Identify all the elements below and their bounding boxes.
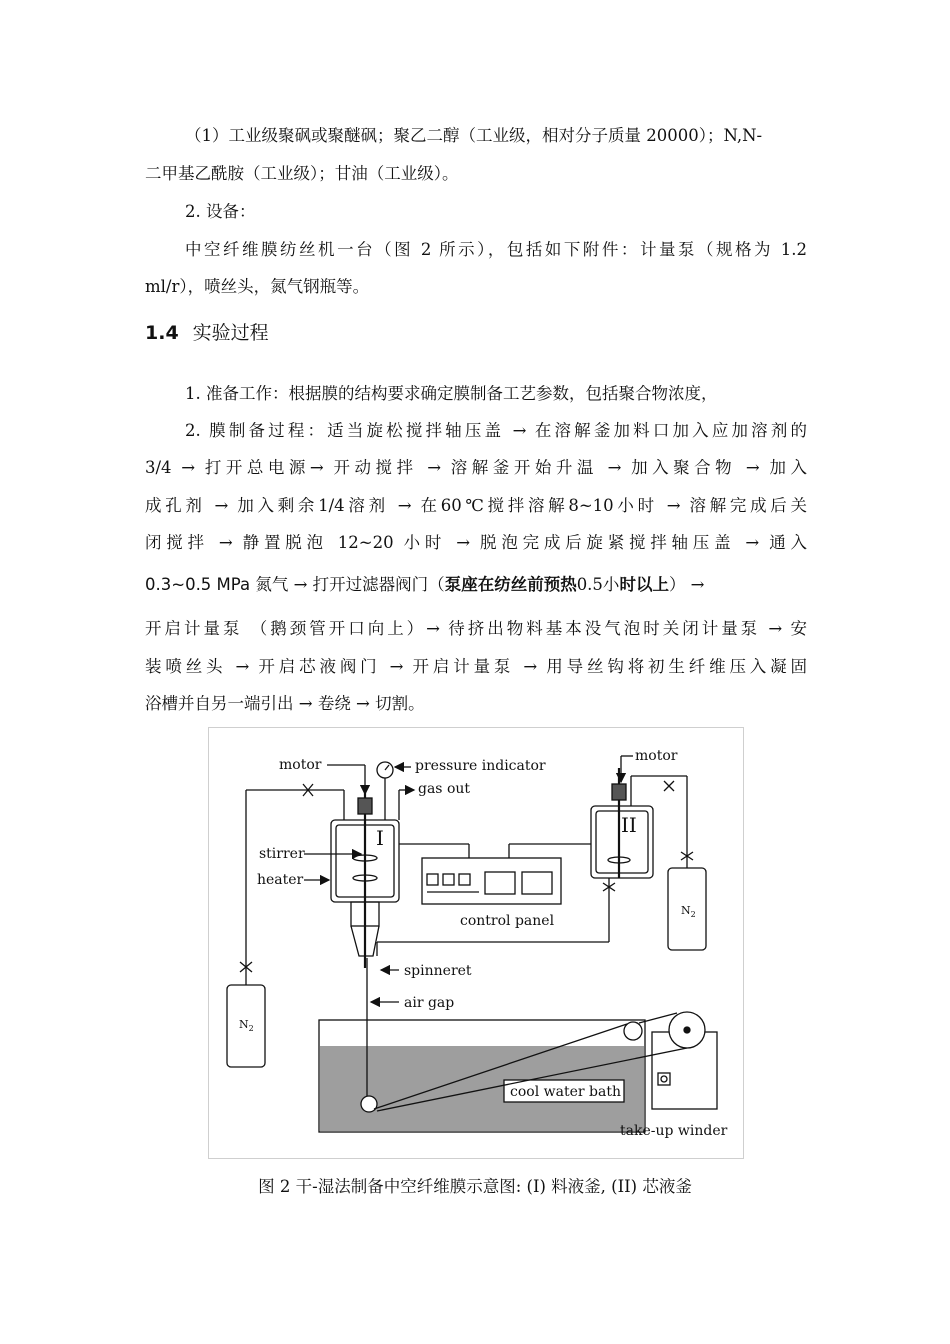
- step-2-line-6: 开启计量泵 （鹅颈管开口向上）→ 待挤出物料基本没气泡时关闭计量泵 → 安: [145, 619, 807, 638]
- step-2-line-7: 装喷丝头 → 开启芯液阀门 → 开启计量泵 → 用导丝钩将初生纤维压入凝固: [145, 657, 807, 676]
- step-1: 1. 准备工作：根据膜的结构要求确定膜制备工艺参数，包括聚合物浓度，: [185, 384, 718, 403]
- equipment-title: 2. 设备：: [185, 202, 256, 221]
- label-heater: heater: [257, 872, 304, 888]
- motor-left: [358, 798, 372, 814]
- equipment-line-1: 中空纤维膜纺丝机一台（图 2 所示），包括如下附件：计量泵（规格为 1.2: [185, 240, 807, 259]
- label-take-up-winder: take-up winder: [620, 1123, 728, 1139]
- figure-caption: 图 2 干-湿法制备中空纤维膜示意图: (I) 料液釜, (II) 芯液釜: [258, 1177, 692, 1196]
- step-2-line-1: 2. 膜制备过程：适当旋松搅拌轴压盖 → 在溶解釜加料口加入应加溶剂的: [185, 421, 807, 440]
- label-stirrer: stirrer: [259, 846, 305, 862]
- step-2-line-5-end: ） →: [668, 575, 705, 594]
- step-2-line-8: 浴槽并自另一端引出 → 卷绕 → 切割。: [145, 694, 425, 713]
- spinning-apparatus-figure: [208, 727, 744, 1159]
- label-tank-i: I: [376, 826, 384, 850]
- section-number: 1.4: [145, 322, 179, 344]
- nitrogen-pressure: 0.3~0.5 MPa 氮气: [145, 575, 289, 594]
- label-motor-left: motor: [279, 757, 322, 773]
- step-2-line-3: 成孔剂 → 加入剩余1/4溶剂 → 在60℃搅拌溶解8~10小时 → 溶解完成后关: [145, 496, 807, 515]
- guide-roller-bottom: [361, 1096, 377, 1112]
- label-air-gap: air gap: [404, 995, 455, 1011]
- step-2-line-2: 3/4 → 打开总电源→ 开动搅拌 → 溶解釜开始升温 → 加入聚合物 → 加入: [145, 458, 807, 477]
- motor-right: [612, 784, 626, 800]
- section-heading: [145, 318, 269, 345]
- apparatus-diagram: [209, 728, 743, 1158]
- filter-valve-text: → 打开过滤器阀门（: [288, 575, 445, 594]
- label-control-panel: control panel: [460, 913, 555, 929]
- label-tank-ii: II: [621, 813, 637, 837]
- step-2-line-4: 闭搅拌 → 静置脱泡 12~20 小时 → 脱泡完成后旋紧搅拌轴压盖 → 通入: [145, 533, 807, 552]
- label-motor-right: motor: [635, 748, 678, 764]
- materials-line-2: 二甲基乙酰胺（工业级）；甘油（工业级）。: [145, 164, 459, 183]
- label-cool-water-bath: cool water bath: [510, 1084, 621, 1100]
- label-n2-right: $N_2$: [681, 904, 696, 919]
- label-spinneret: spinneret: [404, 963, 472, 979]
- label-n2-left: $N_2$: [239, 1018, 254, 1033]
- materials-line-1: （1）工业级聚砜或聚醚砜；聚乙二醇（工业级，相对分子质量 20000）；N,N-: [185, 126, 763, 145]
- section-title: 实验过程: [192, 322, 269, 344]
- preheat-text: 泵座在纺丝前预热: [444, 575, 577, 594]
- label-pressure-indicator: pressure indicator: [415, 758, 546, 774]
- preheat-suffix: 时以上: [619, 575, 669, 594]
- step-2-line-5: [145, 571, 807, 595]
- equipment-line-2: ml/r），喷丝头，氮气钢瓶等。: [145, 277, 370, 296]
- label-gas-out: gas out: [418, 781, 471, 797]
- preheat-time: 0.5小: [576, 575, 620, 594]
